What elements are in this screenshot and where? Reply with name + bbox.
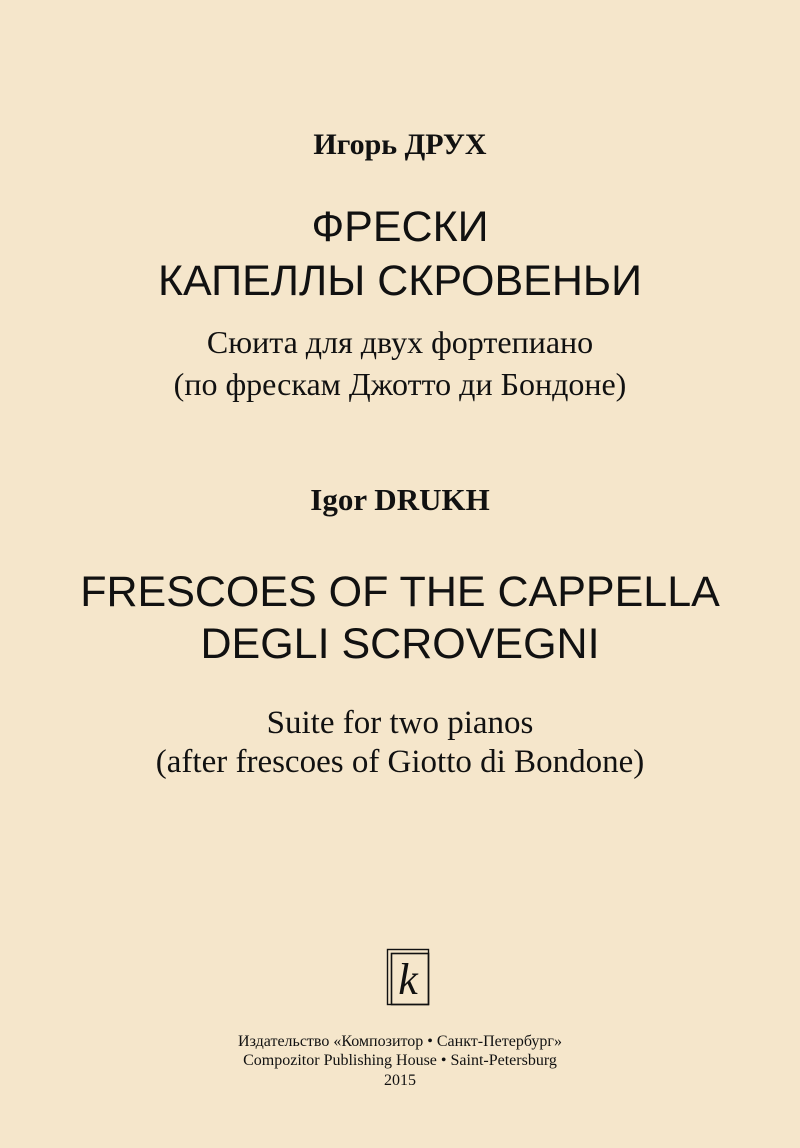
title-english-line-2: DEGLI SCROVEGNI bbox=[200, 620, 600, 668]
subtitle-russian-line-1: Сюита для двух фортепиано bbox=[206, 324, 594, 360]
publisher-russian: Издательство «Композитор • Санкт-Петербург» bbox=[238, 1033, 562, 1050]
publisher-logo bbox=[384, 946, 433, 1009]
publisher-english: Compozitor Publishing House • Saint-Petersburg bbox=[243, 1052, 557, 1069]
author-russian: Игорь ДРУХ bbox=[313, 128, 487, 161]
subtitle-english-line-1: Suite for two pianos bbox=[266, 705, 534, 741]
subtitle-english-line-2: (after frescoes of Giotto di Bondone) bbox=[155, 744, 645, 780]
title-english-line-1: FRESCOES OF THE CAPPELLA bbox=[80, 568, 720, 616]
publication-year: 2015 bbox=[384, 1072, 416, 1089]
author-english: Igor DRUKH bbox=[310, 482, 490, 517]
subtitle-russian-line-2: (по фрескам Джотто ди Бондоне) bbox=[173, 366, 627, 402]
title-russian-line-2: КАПЕЛЛЫ СКРОВЕНЬИ bbox=[157, 257, 643, 305]
title-russian-line-1: ФРЕСКИ bbox=[311, 203, 489, 251]
logo-letter: k bbox=[398, 955, 418, 1004]
